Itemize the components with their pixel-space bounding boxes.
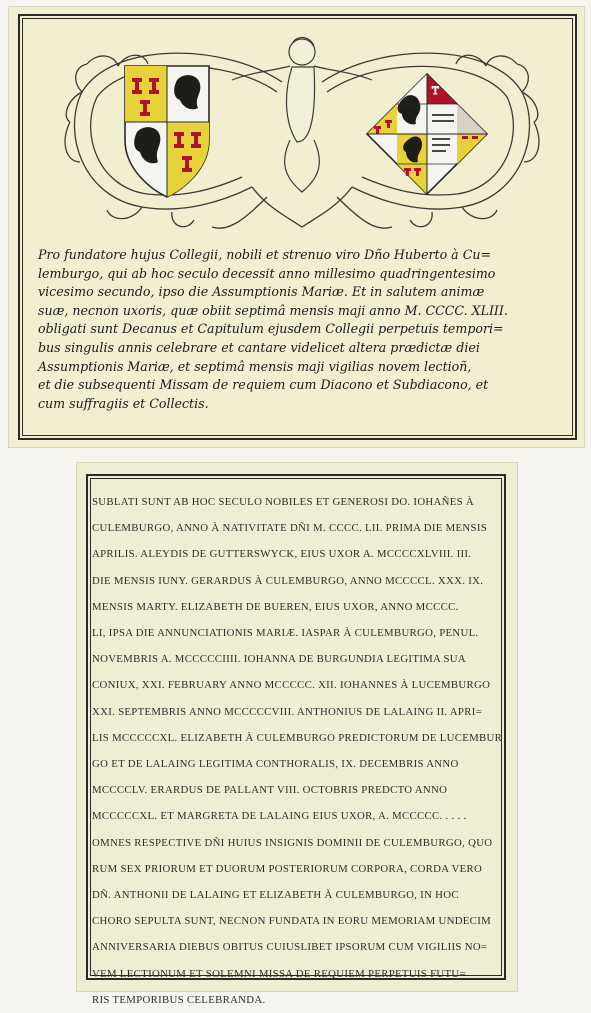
putto-ornament-icon bbox=[232, 37, 372, 192]
inscription-line: MENSIS MARTY. ELIZABETH DE BUEREN, EIUS UXOR, ANNO MCCCC. bbox=[92, 600, 459, 613]
inscription-line: NOVEMBRIS A. MCCCCCIIII. IOHANNA DE BURGUNDIA LEGITIMA SUA bbox=[92, 653, 467, 666]
inscription-line: SUBLATI SUNT AB HOC SECULO NOBILES ET GENEROSI DO. IOHAÑES À bbox=[92, 496, 475, 508]
inscription-line: CHORO SEPULTA SUNT, NECNON FUNDATA IN EORU MEMORIAM UNDECIM bbox=[92, 915, 491, 928]
inscription-line: GO ET DE LALAING LEGITIMA CONTHORALIS, IX. DECEMBRIS ANNO bbox=[92, 758, 459, 771]
coat-of-arms-culemborg-icon bbox=[125, 66, 209, 197]
inscription-line: vicesimo secundo, ipso die Assumptionis Mariæ. Et in salutem animæ bbox=[38, 284, 485, 300]
inscription-line: suæ, necnon uxoris, quæ obiit septimâ mensis maji anno M. CCCC. XLIII. bbox=[38, 302, 508, 318]
inscription-line: DÑ. ANTHONII DE LALAING ET ELIZABETH À CULEMBURGO, IN HOC bbox=[92, 889, 459, 902]
heraldic-ornament bbox=[52, 22, 552, 242]
inscription-line: CONIUX, XXI. FEBRUARY ANNO MCCCCC. XII. IOHANNES À LUCEMBURGO bbox=[92, 679, 491, 692]
inscription-line: XXI. SEPTEMBRIS ANNO MCCCCCVIII. ANTHONIUS DE LALAING II. APRI= bbox=[92, 705, 482, 718]
inscription-line: MCCCCCXL. ET MARGRETA DE LALAING EIUS UXOR, A. MCCCCC. . . . . bbox=[92, 810, 467, 823]
latin-foundation-inscription bbox=[38, 246, 568, 413]
inscription-line: RIS TEMPORIBUS CELEBRANDA. bbox=[92, 993, 266, 1006]
inscription-line: Assumptionis Mariæ, et septimâ mensis maji vigilias novem lectioñ, bbox=[38, 358, 472, 374]
inscription-line: cum suffragiis et Collectis. bbox=[38, 395, 209, 411]
inscription-line: CULEMBURGO, ANNO À NATIVITATE DÑI M. CCCC. LII. PRIMA DIE MENSIS bbox=[92, 522, 488, 535]
inscription-line: obligati sunt Decanus et Capitulum ejusdem Collegii perpetuis tempori= bbox=[38, 321, 504, 337]
inscription-line: LIS MCCCCCXL. ELIZABETH À CULEMBURGO PREDICTORUM DE LUCEMBUR bbox=[92, 731, 503, 744]
inscription-line: ANNIVERSARIA DIEBUS OBITUS CUIUSLIBET IPSORUM CUM VIGILIIS NO= bbox=[92, 941, 488, 954]
inscription-line: Pro fundatore hujus Collegii, nobili et strenuo viro Dño Huberto à Cu= bbox=[38, 247, 491, 262]
inscription-line: DIE MENSIS IUNY. GERARDUS À CULEMBURGO, ANNO MCCCCL. XXX. IX. bbox=[92, 574, 484, 587]
inscription-line: LI, IPSA DIE ANNUNCIATIONIS MARIÆ. IASPAR À CULEMBURGO, PENUL. bbox=[92, 627, 479, 640]
inscription-line: lemburgo, qui ab hoc seculo decessit anno millesimo quadringentesimo bbox=[38, 265, 496, 281]
inscription-line: et die subsequenti Missam de requiem cum Diacono et Subdiacono, et bbox=[38, 377, 489, 393]
inscription-line: MCCCCLV. ERARDUS DE PALLANT VIII. OCTOBRIS PREDCTO ANNO bbox=[92, 784, 448, 797]
top-plate bbox=[8, 6, 585, 448]
coat-of-arms-impaled-lozenge-icon bbox=[367, 74, 487, 194]
inscription-line: RUM SEX PRIORUM ET DUORUM POSTERIORUM CORPORA, CORDA VERO bbox=[92, 862, 483, 875]
svg-text:T: T bbox=[432, 86, 439, 97]
inscription-line: bus singulis annis celebrare et cantare videlicet altera prædictæ diei bbox=[38, 339, 480, 355]
latin-obituary-inscription bbox=[92, 489, 510, 1013]
inscription-line: OMNES RESPECTIVE DÑI HUIUS INSIGNIS DOMINII DE CULEMBURGO, QUO bbox=[92, 836, 493, 849]
inscription-line: APRILIS. ALEYDIS DE GUTTERSWYCK, EIUS UXOR A. MCCCCXLVIII. III. bbox=[92, 548, 472, 561]
inscription-line: VEM LECTIONUM ET SOLEMNI MISSA DE REQUIEM PERPETUIS FUTU= bbox=[92, 967, 466, 980]
bottom-plate bbox=[76, 462, 518, 1006]
